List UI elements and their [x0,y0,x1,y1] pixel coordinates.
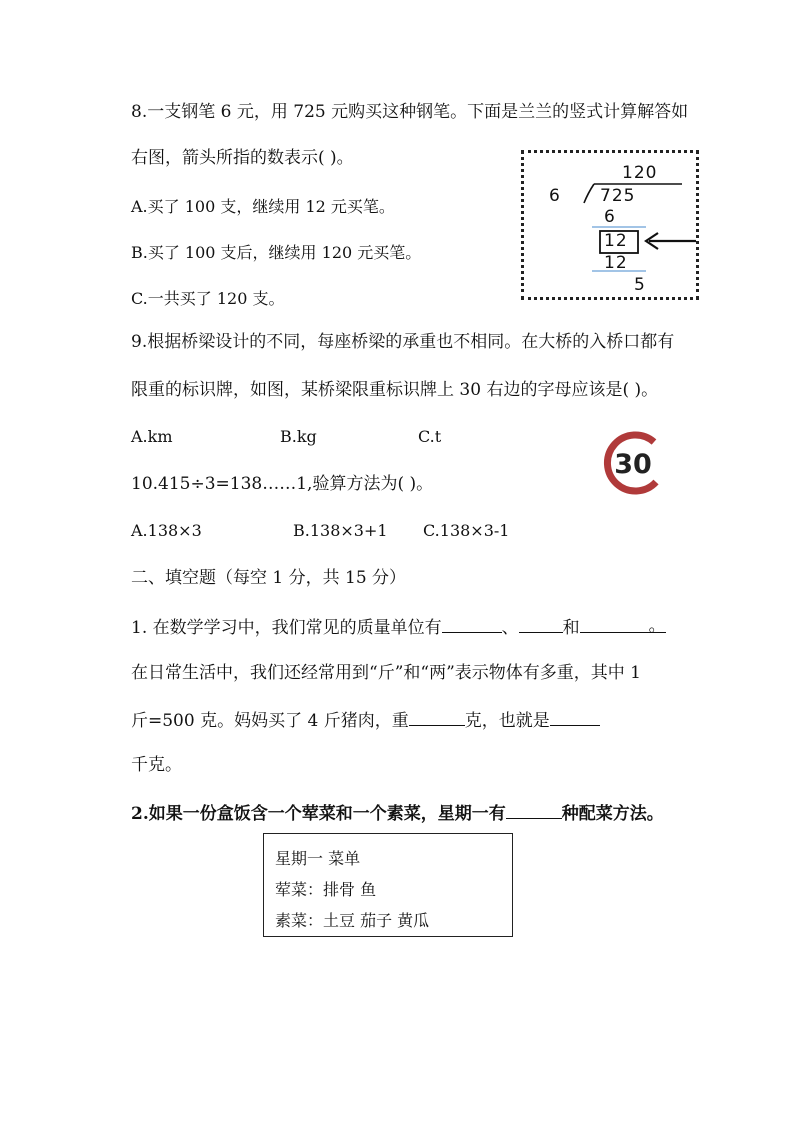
blank-4[interactable] [409,707,465,726]
q8-option-b: B.买了 100 支后，继续用 120 元买笔。 [131,243,422,262]
fill1-line2: 在日常生活中，我们还经常用到“斤”和“两”表示物体有多重，其中 1 [131,663,641,683]
menu-meat: 荤菜：排骨 鱼 [275,880,377,899]
fill1-line1 [131,614,666,640]
fill1-end: 。 [648,616,666,636]
menu-veg: 素菜：土豆 茄子 黄瓜 [275,911,430,930]
division-step2: 12 [604,253,628,273]
sign-number: 30 [614,449,652,480]
q8-line2: 右图，箭头所指的数表示( )。 [131,148,354,168]
q8-option-c: C.一共买了 120 支。 [131,289,285,308]
blank-5[interactable] [550,707,600,726]
fill2-text-b: 种配菜方法。 [561,804,664,824]
weight-limit-sign [598,430,668,496]
blank-6[interactable] [506,800,562,819]
q10-option-a: A.138×3 [131,521,202,540]
fill1-line3-text: 斤=500 克。妈妈买了 4 斤猪肉，重 [131,711,409,731]
fill1-line3-text-b: 克，也就是 [464,711,550,731]
q10-line1: 10.415÷3=138……1,验算方法为( )。 [131,474,434,494]
q8-line1: 8.一支钢笔 6 元，用 725 元购买这种钢笔。下面是兰兰的竖式计算解答如 [131,102,689,122]
q10-option-c: C.138×3-1 [423,521,510,540]
division-divisor: 6 [549,186,561,206]
division-quotient: 120 [622,163,658,183]
fill2-text-a: 2.如果一份盒饭含一个荤菜和一个素菜，星期一有 [131,804,506,824]
division-dividend: 725 [600,186,636,206]
blank-1[interactable] [442,614,502,633]
q9-option-b: B.kg [280,427,317,446]
fill1-line1-text: 1. 在数学学习中，我们常见的质量单位有 [131,618,442,638]
sign-ring-icon [598,430,668,496]
q9-option-a: A.km [131,427,173,446]
fill2-line [131,800,664,826]
division-boxed-number: 12 [604,231,628,251]
menu-box [263,833,513,937]
division-remainder: 5 [634,275,646,295]
long-division-figure [521,150,699,300]
q9-option-c: C.t [418,427,442,446]
division-step1: 6 [604,207,616,227]
blank-3[interactable] [580,614,666,636]
section2-title: 二、填空题（每空 1 分，共 15 分） [131,568,407,588]
fill1-and: 和 [562,618,580,638]
fill1-line4: 千克。 [131,755,182,775]
blank-2[interactable] [519,614,563,633]
q8-option-a: A.买了 100 支，继续用 12 元买笔。 [131,197,395,216]
q9-line2: 限重的标识牌，如图，某桥梁限重标识牌上 30 右边的字母应该是( )。 [131,380,659,400]
menu-title: 星期一 菜单 [275,849,361,868]
q9-line1: 9.根据桥梁设计的不同，每座桥梁的承重也不相同。在大桥的入桥口都有 [131,332,675,352]
q10-option-b: B.138×3+1 [293,521,388,540]
fill1-sep: 、 [501,618,519,638]
fill1-line3 [131,707,600,733]
